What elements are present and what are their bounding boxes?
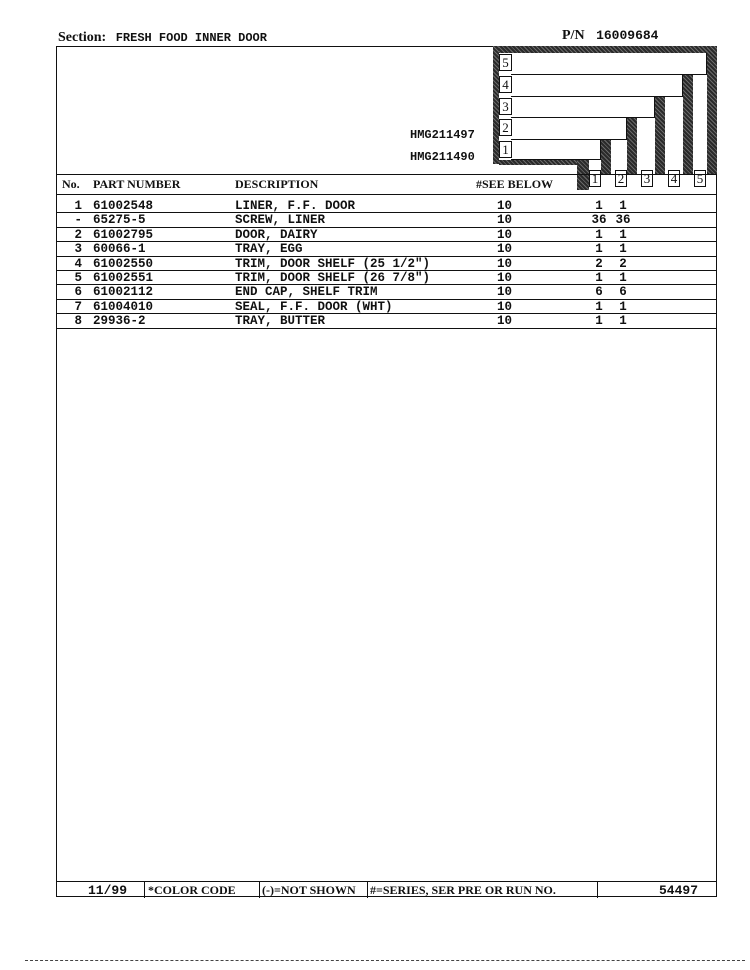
row-rule: [56, 313, 717, 314]
row-qty-model-1: 1: [595, 199, 603, 213]
section-title: [58, 30, 267, 46]
row-part-number: 65275-5: [93, 213, 146, 228]
row-number: 6: [74, 285, 82, 300]
table-row: [56, 285, 717, 299]
page-edge-line: [25, 960, 745, 961]
col-header-description: DESCRIPTION: [235, 177, 319, 191]
row-see-below: 10: [497, 199, 513, 213]
section-value: FRESH FOOD INNER DOOR: [115, 31, 267, 45]
table-row: [56, 242, 717, 256]
row-qty-model-1: 36: [591, 213, 607, 228]
header-bottom-rule: [56, 194, 717, 195]
row-description: LINER, F.F. DOOR: [235, 199, 356, 213]
row-description: TRAY, BUTTER: [235, 314, 326, 329]
model-name-1: HMG211490: [410, 150, 475, 164]
row-rule: [56, 270, 717, 271]
model-col-5: 5: [694, 170, 706, 187]
row-qty-model-2: 1: [619, 299, 627, 314]
row-description: SEAL, F.F. DOOR (WHT): [235, 299, 393, 314]
row-see-below: 10: [497, 314, 513, 329]
model-row-line: [511, 53, 707, 75]
model-index-1: 1: [499, 141, 512, 158]
grid-dark-bar: [707, 46, 717, 174]
row-number: 1: [74, 199, 82, 213]
footer-not-shown: (-)=NOT SHOWN: [262, 883, 356, 897]
table-row: [56, 199, 717, 213]
row-number: 4: [74, 256, 82, 271]
grid-dark-bar: [655, 97, 665, 174]
table-row: [56, 213, 717, 227]
model-index-4: 4: [499, 76, 512, 93]
row-qty-model-1: 1: [595, 299, 603, 314]
row-part-number: 61002795: [93, 227, 154, 242]
row-qty-model-2: 2: [619, 256, 627, 271]
row-description: SCREW, LINER: [235, 213, 326, 228]
column-header-row: [56, 174, 717, 194]
row-qty-model-1: 1: [595, 271, 603, 285]
row-rule: [56, 227, 717, 228]
model-col-4: 4: [668, 170, 680, 187]
col-header-part-number: PART NUMBER: [93, 177, 181, 191]
footer-page-number: 54497: [659, 883, 699, 898]
row-qty-model-1: 1: [595, 242, 603, 257]
footer-series: #=SERIES, SER PRE OR RUN NO.: [370, 883, 556, 897]
table-row: [56, 300, 717, 314]
row-rule: [56, 212, 717, 213]
model-name-2: HMG211497: [410, 128, 475, 142]
row-see-below: 10: [497, 285, 513, 300]
row-number: 3: [74, 242, 82, 257]
row-qty-model-2: 1: [619, 227, 627, 242]
row-qty-model-1: 1: [595, 314, 603, 329]
row-see-below: 10: [497, 242, 513, 257]
row-number: 2: [74, 227, 82, 242]
row-see-below: 10: [497, 256, 513, 271]
row-rule: [56, 241, 717, 242]
section-label: Section:: [58, 30, 107, 45]
row-qty-model-2: 1: [619, 199, 627, 213]
pn-label: P/N: [562, 28, 585, 43]
model-row-line: [511, 118, 627, 140]
row-part-number: 29936-2: [93, 314, 146, 329]
row-number: 7: [74, 299, 82, 314]
col-header-see-below: #SEE BELOW: [476, 177, 554, 191]
pn-value: 16009684: [596, 28, 659, 43]
grid-dark-bar: [683, 75, 693, 174]
row-qty-model-1: 1: [595, 227, 603, 242]
row-description: TRAY, EGG: [235, 242, 303, 257]
model-row-line: [511, 140, 601, 160]
row-rule: [56, 284, 717, 285]
grid-dark-bar: [493, 46, 717, 53]
row-see-below: 10: [497, 213, 513, 228]
row-number: -: [74, 213, 82, 228]
row-part-number: 61002550: [93, 256, 154, 271]
row-qty-model-2: 1: [619, 242, 627, 257]
table-row: [56, 271, 717, 285]
row-description: END CAP, SHELF TRIM: [235, 285, 378, 300]
footer-color-code: *COLOR CODE: [148, 883, 236, 897]
row-qty-model-2: 6: [619, 285, 627, 300]
row-number: 8: [74, 314, 82, 329]
row-rule: [56, 328, 717, 329]
model-index-2: 2: [499, 119, 512, 136]
grid-dark-bar: [601, 140, 611, 174]
row-qty-model-2: 1: [619, 271, 627, 285]
model-index-3: 3: [499, 98, 512, 115]
row-qty-model-2: 1: [619, 314, 627, 329]
row-qty-model-1: 2: [595, 256, 603, 271]
row-qty-model-2: 36: [615, 213, 631, 228]
grid-dark-bar: [499, 160, 589, 165]
row-see-below: 10: [497, 271, 513, 285]
row-rule: [56, 299, 717, 300]
table-row: [56, 314, 717, 328]
model-col-1: 1: [589, 170, 601, 187]
row-qty-model-1: 6: [595, 285, 603, 300]
row-part-number: 61002551: [93, 271, 154, 285]
model-row-line: [511, 75, 683, 97]
row-description: TRIM, DOOR SHELF (25 1/2"): [235, 256, 431, 271]
table-row: [56, 228, 717, 242]
grid-dark-bar: [627, 118, 637, 174]
col-header-no: No.: [62, 177, 80, 191]
row-part-number: 60066-1: [93, 242, 146, 257]
part-number-header: [562, 28, 658, 44]
row-see-below: 10: [497, 299, 513, 314]
model-col-3: 3: [641, 170, 653, 187]
row-description: DOOR, DAIRY: [235, 227, 318, 242]
row-rule: [56, 256, 717, 257]
row-part-number: 61002112: [93, 285, 154, 300]
model-col-2: 2: [615, 170, 627, 187]
sheet-footer: [56, 881, 717, 898]
row-number: 5: [74, 271, 82, 285]
table-row: [56, 257, 717, 271]
row-see-below: 10: [497, 227, 513, 242]
model-row-line: [511, 97, 655, 118]
row-part-number: 61004010: [93, 299, 154, 314]
footer-date: 11/99: [88, 883, 128, 898]
row-description: TRIM, DOOR SHELF (26 7/8"): [235, 271, 431, 285]
model-index-5: 5: [499, 54, 512, 71]
row-part-number: 61002548: [93, 199, 154, 213]
